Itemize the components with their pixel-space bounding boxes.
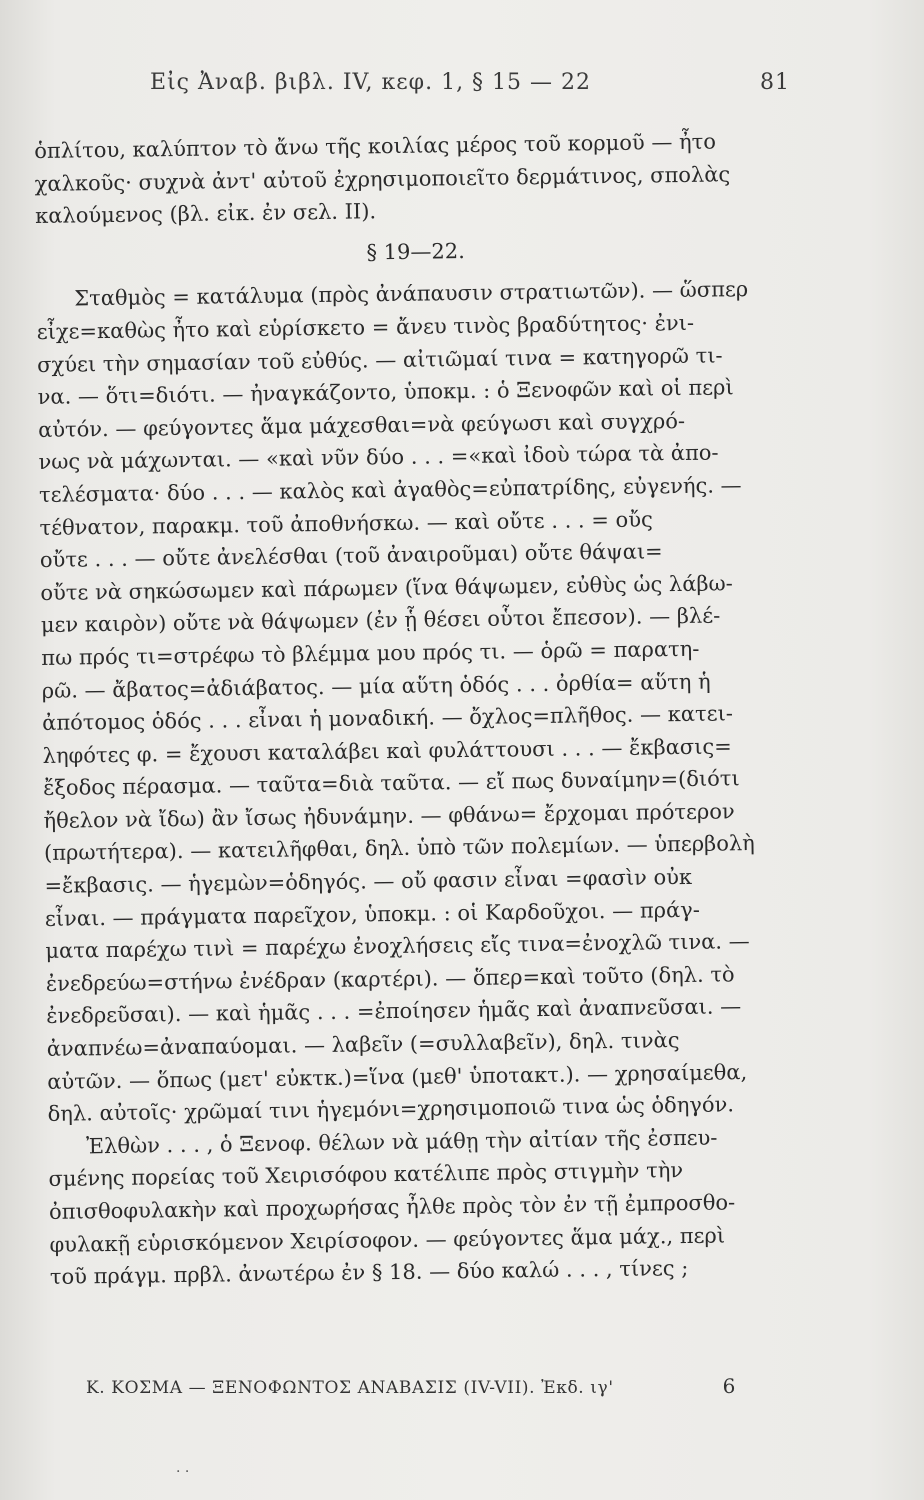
text-line: εἶναι. — πράγματα παρεῖχον, ὑποκμ. : οἱ Καρδοῦχοι. — πράγ- bbox=[44, 897, 700, 931]
text-line: τοῦ πράγμ. πρβλ. ἀνωτέρω ἐν § 18. — δύο καλώ . . . , τίνες ; bbox=[49, 1256, 689, 1290]
text-line: τελέσματα· δύο . . . — καλὸς καὶ ἀγαθὸς=εὐπατρίδης, εὐγενής. — bbox=[38, 473, 742, 507]
signature-mark: 6 bbox=[722, 1374, 736, 1398]
running-header bbox=[150, 70, 790, 95]
text-line: σχύει τὴν σημασίαν τοῦ εὐθύς. — αἰτιῶμαί τινα = κατηγορῶ τι- bbox=[37, 342, 723, 377]
text-line: ρῶ. — ἄβατος=ἀδιάβατος. — μία αὕτη ὁδός . . . ὀρθία= αὕτη ἡ bbox=[41, 669, 711, 703]
text-line: ἀπότομος ὁδός . . . εἶναι ἡ μοναδική. — ὄχλος=πλῆθος. — κατει- bbox=[42, 701, 733, 736]
page-number: 81 bbox=[760, 70, 790, 95]
text-line: ἐνεδρεύω=στήνω ἐνέδραν (καρτέρι). — ὅπερ=καὶ τοῦτο (δηλ. τὸ bbox=[45, 962, 735, 996]
text-line: μεν καιρὸν) οὔτε νὰ θάψωμεν (ἐν ᾗ θέσει οὗτοι ἔπεσον). — βλέ- bbox=[40, 603, 721, 638]
text-line: ληφότες φ. = ἔχουσι καταλάβει καὶ φυλάττουσι . . . — ἔκβασις= bbox=[42, 734, 732, 768]
text-line: (πρωτήτερα). — κατειλῆφθαι, δηλ. ὑπὸ τῶν πολεμίων. — ὑπερβολὴ bbox=[43, 831, 755, 866]
text-line: οὔτε . . . — οὔτε ἀνελέσθαι (τοῦ ἀναιροῦμαι) οὔτε θάψαι= bbox=[39, 539, 663, 573]
text-line: να. — ὅτι=διότι. — ἠναγκάζοντο, ὑποκμ. : ὁ Ξενοφῶν καὶ οἱ περὶ bbox=[37, 375, 734, 410]
page-footer bbox=[86, 1374, 736, 1398]
text-line: ἔξοδος πέρασμα. — ταῦτα=διὰ ταῦτα. — εἴ πως δυναίμην=(διότι bbox=[42, 766, 740, 801]
text-line: Ἐλθὼν . . . , ὁ Ξενοφ. θέλων νὰ μάθῃ τὴν αἰτίαν τῆς ἐσπευ- bbox=[85, 1125, 718, 1159]
text-line: εἶχε=καθὼς ἦτο καὶ εὑρίσκετο = ἄνευ τινὸς βραδύτητος· ἐνι- bbox=[36, 310, 695, 344]
text-line: νως νὰ μάχωνται. — «καὶ νῦν δύο . . . =«καὶ ἰδοὺ τώρα τὰ ἀπο- bbox=[38, 440, 719, 475]
imprint-line: Κ. ΚΟΣΜΑ — ΞΕΝΟΦΩΝΤΟΣ ΑΝΑΒΑΣΙΣ (IV-VII). Ἐκδ. ιγ' bbox=[86, 1378, 614, 1398]
ink-speck-icon: · · bbox=[176, 1464, 190, 1480]
running-title: Εἰς Ἀναβ. βιβλ. IV, κεφ. 1, § 15 — 22 bbox=[150, 70, 592, 95]
section-heading: § 19—22. bbox=[366, 238, 465, 265]
text-line: οὔτε νὰ σηκώσωμεν καὶ πάρωμεν (ἵνα θάψωμεν, εὐθὺς ὡς λάβω- bbox=[40, 571, 733, 605]
text-line: δηλ. αὐτοῖς· χρῶμαί τινι ἡγεμόνι=χρησιμοποιῶ τινα ὡς ὁδηγόν. bbox=[47, 1092, 735, 1127]
text-line: σμένης πορείας τοῦ Χειρισόφου κατέλιπε πρὸς στιγμὴν τὴν bbox=[48, 1158, 684, 1192]
commentary-text bbox=[34, 124, 810, 1293]
text-line: φυλακῇ εὑρισκόμενον Χειρίσοφον. — φεύγοντες ἅμα μάχ., περὶ bbox=[49, 1223, 726, 1257]
text-line: ἐνεδρεῦσαι). — καὶ ἡμᾶς . . . =ἐποίησεν ἡμᾶς καὶ ἀναπνεῦσαι. — bbox=[46, 994, 742, 1029]
text-line: ὁπλίτου, καλύπτον τὸ ἄνω τῆς κοιλίας μέρος τοῦ κορμοῦ — ἦτο bbox=[34, 129, 717, 163]
text-line: αὐτῶν. — ὅπως (μετ' εὐκτκ.)=ἵνα (μεθ' ὑποτακτ.). — χρησαίμεθα, bbox=[47, 1059, 748, 1094]
text-line: χαλκοῦς· συχνὰ ἀντ' αὐτοῦ ἐχρησιμοποιεῖτο δερμάτινος, σπολὰς bbox=[34, 161, 731, 196]
text-line: ἤθελον νὰ ἴδω) ἂν ἴσως ἠδυνάμην. — φθάνω= ἔρχομαι πρότερον bbox=[43, 799, 735, 833]
text-line: καλούμενος (βλ. εἰκ. ἐν σελ. II). bbox=[34, 199, 377, 229]
text-line: ὀπισθοφυλακὴν καὶ προχωρήσας ἦλθε πρὸς τὸν ἐν τῇ ἐμπροσθο- bbox=[48, 1190, 736, 1224]
text-line: =ἔκβασις. — ἡγεμὼν=ὁδηγός. — οὔ φασιν εἶναι =φασὶν οὐκ bbox=[44, 864, 693, 898]
text-line: Σταθμὸς = κατάλυμα (πρὸς ἀνάπαυσιν στρατιωτῶν). — ὥσπερ bbox=[74, 277, 749, 311]
text-line: πω πρός τι=στρέφω τὸ βλέμμα μου πρός τι. — ὁρῶ = παρατη- bbox=[41, 636, 700, 670]
text-line: τέθνατον, παρακμ. τοῦ ἀποθνήσκω. — καὶ οὔτε . . . = οὔς bbox=[39, 506, 653, 540]
text-line: ἀναπνέω=ἀναπαύομαι. — λαβεῖν (=συλλαβεῖν), δηλ. τινὰς bbox=[46, 1028, 680, 1061]
text-line: αὐτόν. — φεύγοντες ἅμα μάχεσθαι=νὰ φεύγωσι καὶ συγχρό- bbox=[37, 408, 686, 442]
text-line: ματα παρέχω τινὶ = παρέχω ἐνοχλήσεις εἴς τινα=ἐνοχλῶ τινα. — bbox=[45, 929, 750, 964]
